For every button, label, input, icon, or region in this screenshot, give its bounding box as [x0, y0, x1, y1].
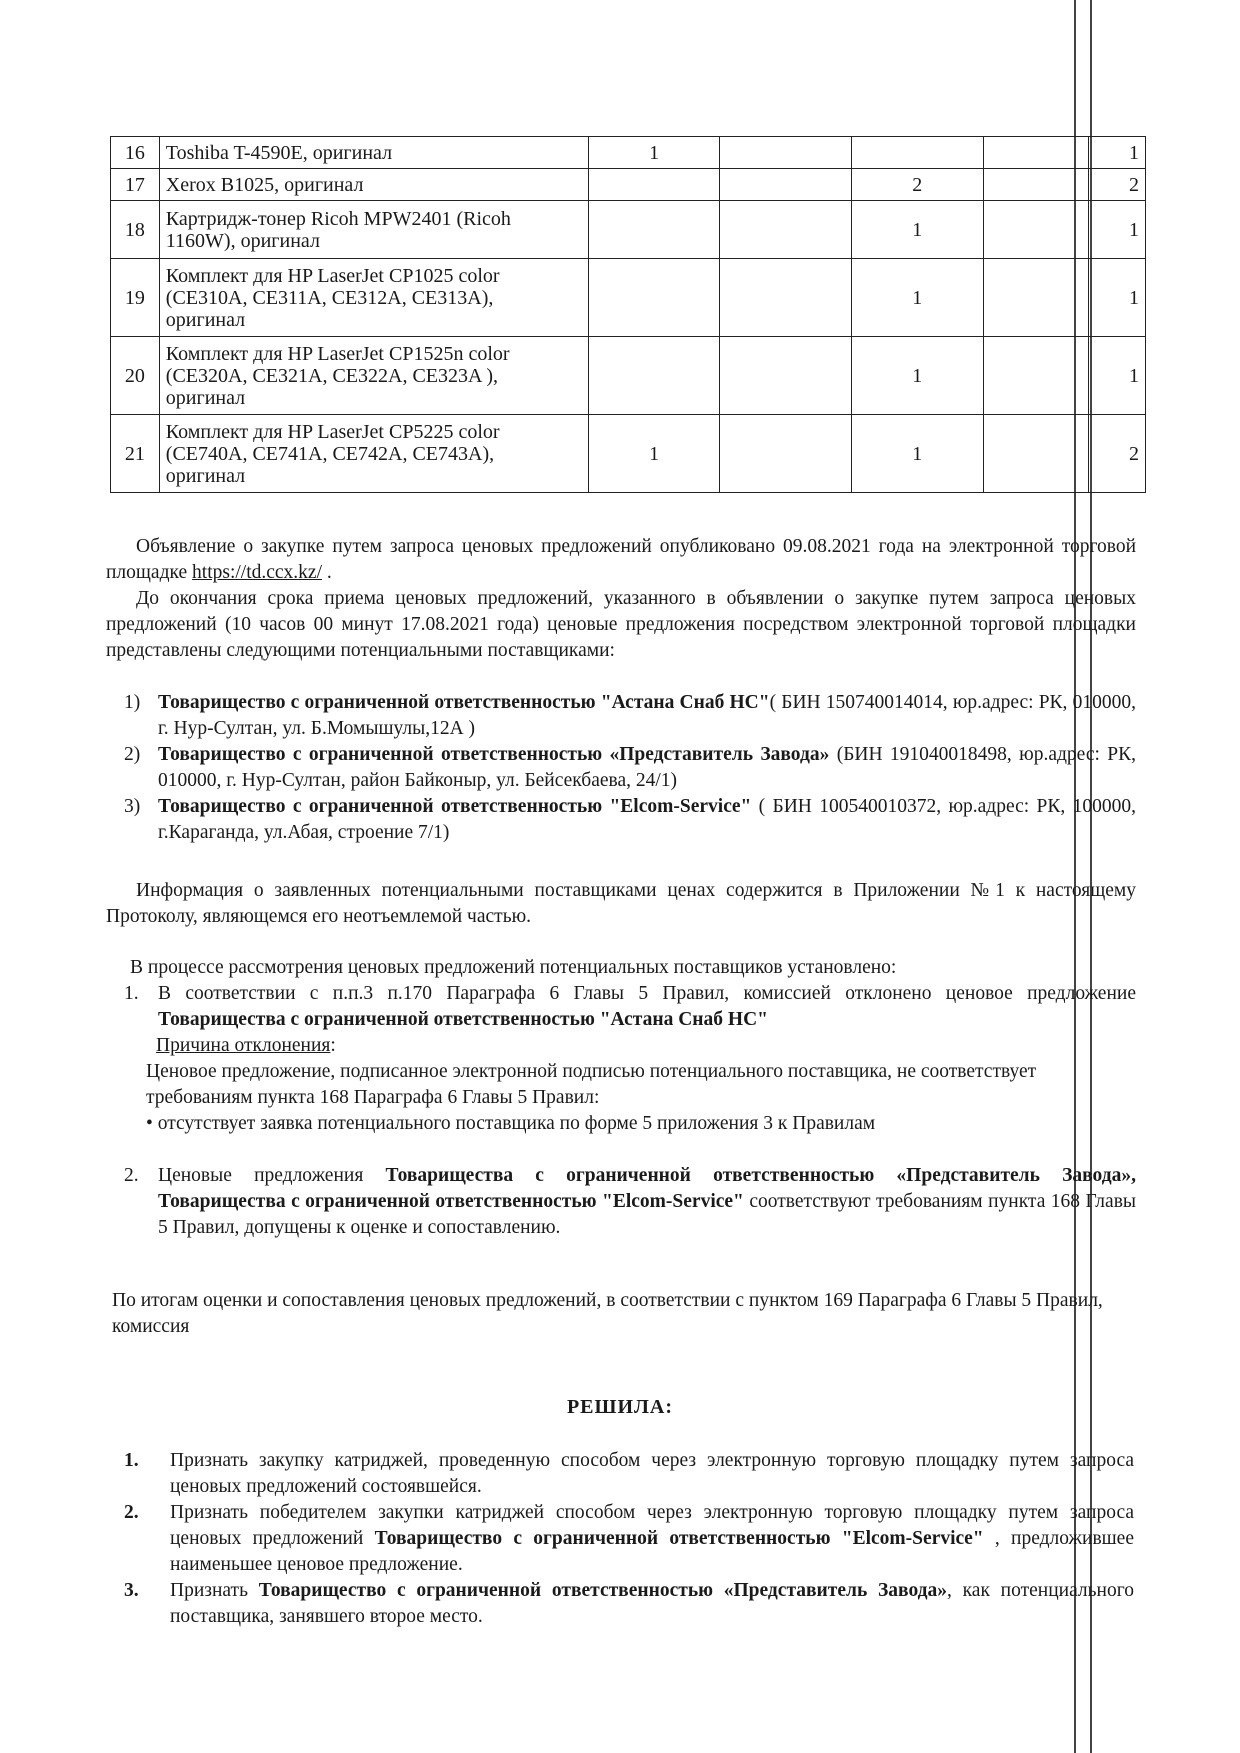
qty-total: 1 [1089, 137, 1146, 169]
item-name-line: (CE740A, CE741A, CE742A, CE743A), [165, 442, 495, 465]
qty-col-2 [720, 259, 852, 337]
review-item-2: 2. Ценовые предложения Товарищества с ограниченной ответственностью «Представитель Завода», Товарищества с ограниченной ответственностью "Elcom-Service" соответствуют требованиям пункта 168 Главы 5 Правил, допущены к оценке и сопоставлению. [124, 1165, 1137, 1238]
item-name-line: (CE310A, CE311A, CE312A, CE313A), [165, 286, 494, 309]
qty-col-3: 1 [851, 337, 983, 415]
table-row [111, 137, 1146, 169]
qty-col-4 [983, 415, 1089, 493]
rejection-reason-label: Причина отклонения [156, 1035, 331, 1056]
item-name-line: Комплект для HP LaserJet CP1025 color [165, 264, 500, 287]
qty-total: 2 [1089, 169, 1146, 201]
supplier-name: Товарищество с ограниченной ответственностью «Представитель Завода» [158, 744, 830, 765]
item-name [159, 415, 588, 493]
review-section: В процессе рассмотрения ценовых предложений потенциальных поставщиков установлено: 1. В соответствии с п.п.3 п.170 Параграфа 6 Главы 5 Правил, комиссией отклонено ценовое предложение Товарищества с ограниченной ответственностью "Астана Снаб НС" Причина отклонения: Ценовое предложение, подписанное электронной подписью потенциального поставщика, не соответствует требованиям пункта 168 Параграфа 6 Главы 5 Правил: • отсутствует заявка потенциального поставщика по форме 5 приложения 3 к Правилам 2. Ценовые предложения Товарищества с ограниченной ответственностью «Представитель Завода», Товарищества с ограниченной ответственностью "Elcom-Service" соответствуют требованиям пункта 168 Главы 5 Правил, допущены к оценке и сопоставлению. [106, 955, 1136, 1241]
item-name-line: Toshiba T-4590E, оригинал [165, 141, 393, 164]
qty-col-2 [720, 201, 852, 259]
item-name [159, 337, 588, 415]
item-name-line: 1160W), оригинал [165, 229, 320, 252]
row-number: 20 [111, 337, 160, 415]
table-row [111, 169, 1146, 201]
supplier-item [106, 690, 1136, 742]
qty-col-2 [720, 337, 852, 415]
item-name-line: Xerox B1025, оригинал [165, 173, 364, 196]
qty-col-3 [851, 137, 983, 169]
item-name [159, 201, 588, 259]
qty-col-3: 1 [851, 259, 983, 337]
qty-col-4 [983, 259, 1089, 337]
decision-heading: РЕШИЛА: [566, 1396, 674, 1418]
qty-col-2 [720, 169, 852, 201]
supplier-item [106, 742, 1136, 794]
table-row [111, 259, 1146, 337]
decisions-list [118, 1448, 1134, 1630]
item-name-line: оригинал [165, 308, 246, 331]
table-row [111, 415, 1146, 493]
table-row [111, 337, 1146, 415]
qty-total: 1 [1089, 201, 1146, 259]
decision-number: 1. [124, 1450, 139, 1471]
conclusion-paragraph: По итогам оценки и сопоставления ценовых предложений, в соответствии с пунктом 169 Параграфа 6 Главы 5 Правил, комиссия [112, 1290, 1103, 1337]
qty-col-1 [588, 169, 720, 201]
supplier-details: ( БИН 150740014014, юр.адрес: РК, 010000, г. Нур-Султан, ул. Б.Момышулы,12А ) [158, 692, 1136, 739]
item-name [159, 137, 588, 169]
decision-number: 3. [124, 1580, 139, 1601]
decision-number: 2. [124, 1502, 139, 1523]
qty-total: 1 [1089, 259, 1146, 337]
qty-total: 2 [1089, 415, 1146, 493]
supplier-name: Товарищество с ограниченной ответственностью "Elcom-Service" [158, 796, 752, 817]
qty-col-4 [983, 337, 1089, 415]
qty-col-1: 1 [588, 415, 720, 493]
qty-col-4 [983, 201, 1089, 259]
items-table [110, 136, 1146, 493]
qty-total: 1 [1089, 337, 1146, 415]
table-row [111, 201, 1146, 259]
supplier-number: 1) [124, 692, 141, 713]
review-intro: В процессе рассмотрения ценовых предложений потенциальных поставщиков установлено: [130, 957, 897, 978]
item-name [159, 169, 588, 201]
qty-col-2 [720, 137, 852, 169]
item-name-line: (CE320A, CE321A, CE322A, CE323A ), [165, 364, 499, 387]
supplier-name: Товарищество с ограниченной ответственностью "Астана Снаб НС" [158, 692, 770, 713]
supplier-number: 3) [124, 796, 141, 817]
info-paragraph: Информация о заявленных потенциальными поставщиками ценах содержится в Приложении №1 к настоящему Протоколу, являющемся его неотъемлемой частью. [106, 880, 1136, 927]
review-item-1: 1. В соответствии с п.п.3 п.170 Параграфа 6 Главы 5 Правил, комиссией отклонено ценовое предложение Товарищества с ограниченной ответственностью "Астана Снаб НС" [124, 983, 1136, 1030]
decision-item: 2. Признать победителем закупки катриджей способом через электронную торговую площадку путем запроса ценовых предложений Товарищество с ограниченной ответственностью "Elcom-Service" , предложившее наименьшее ценовое предложение. [124, 1502, 1134, 1575]
supplier-details: ( БИН 100540010372, юр.адрес: РК, 100000, г.Караганда, ул.Абая, строение 7/1) [158, 796, 1136, 843]
platform-link[interactable]: https://td.ccx.kz/ [192, 562, 323, 583]
item-name-line: Картридж-тонер Ricoh MPW2401 (Ricoh [165, 207, 511, 230]
qty-col-1 [588, 259, 720, 337]
qty-col-4 [983, 169, 1089, 201]
supplier-item [106, 794, 1136, 846]
item-name [159, 259, 588, 337]
qty-col-3: 1 [851, 415, 983, 493]
qty-col-1 [588, 201, 720, 259]
item-name-line: оригинал [165, 386, 246, 409]
qty-col-1 [588, 337, 720, 415]
qty-col-4 [983, 137, 1089, 169]
qty-col-2 [720, 415, 852, 493]
item-name-line: оригинал [165, 464, 246, 487]
rejection-reason-text: Ценовое предложение, подписанное электронной подписью потенциального поставщика, не соответствует требованиям пункта 168 Параграфа 6 Главы 5 Правил: [146, 1061, 1037, 1108]
item-name-line: Комплект для HP LaserJet CP5225 color [165, 420, 500, 443]
qty-col-3: 2 [851, 169, 983, 201]
row-number: 16 [111, 137, 160, 169]
qty-col-3: 1 [851, 201, 983, 259]
rejection-reason-bullet: • отсутствует заявка потенциального поставщика по форме 5 приложения 3 к Правилам [146, 1113, 876, 1134]
supplier-details: (БИН 191040018498, юр.адрес: РК, 010000, г. Нур-Султан, район Байконыр, ул. Бейсекбаева, 24/1) [158, 744, 1136, 791]
row-number: 18 [111, 201, 160, 259]
announcement-paragraph: Объявление о закупке путем запроса ценовых предложений опубликовано 09.08.2021 года на электронной торговой площадке https://td.ccx.kz/ . [106, 536, 1136, 583]
row-number: 21 [111, 415, 160, 493]
supplier-number: 2) [124, 744, 141, 765]
qty-col-1: 1 [588, 137, 720, 169]
decision-item: 1. Признать закупку катриджей, проведенную способом через электронную торговую площадку путем запроса ценовых предложений состоявшейся. [124, 1450, 1134, 1497]
suppliers-list [106, 690, 1136, 846]
decision-item: 3. Признать Товарищество с ограниченной ответственностью «Представитель Завода», как потенциального поставщика, занявшего второе место. [124, 1580, 1134, 1627]
proposals-paragraph: До окончания срока приема ценовых предложений, указанного в объявлении о закупке путем запроса ценовых предложений (10 часов 00 минут 17.08.2021 года) ценовые предложения посредством электронной торговой площадки представлены следующими потенциальными поставщиками: [106, 588, 1136, 661]
row-number: 19 [111, 259, 160, 337]
item-name-line: Комплект для HP LaserJet CP1525n color [165, 342, 510, 365]
row-number: 17 [111, 169, 160, 201]
